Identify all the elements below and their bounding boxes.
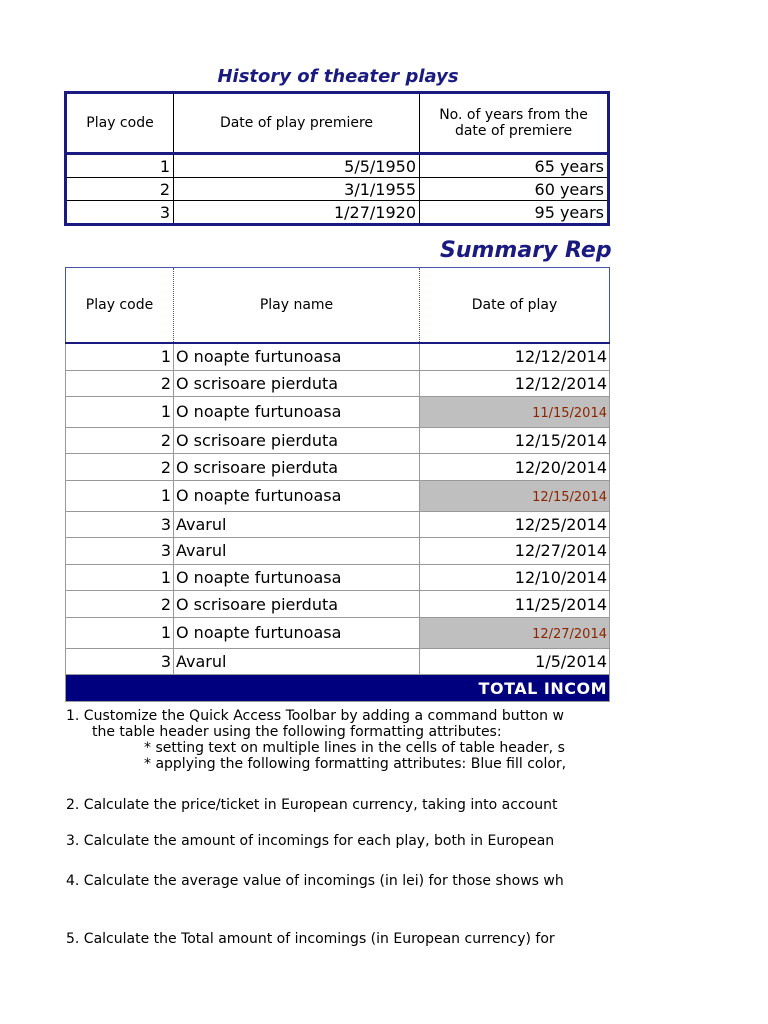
instruction-line: * setting text on multiple lines in the cells of table header, s bbox=[144, 740, 565, 756]
play-code-cell[interactable]: 1 bbox=[66, 343, 174, 370]
instruction-1 bbox=[66, 708, 566, 772]
instruction-2: 2. Calculate the price/ticket in European currency, taking into account bbox=[66, 797, 558, 813]
table-row bbox=[66, 617, 610, 648]
play-date-cell[interactable]: 1/5/2014 bbox=[420, 648, 610, 675]
table-row bbox=[66, 564, 610, 591]
play-name-cell[interactable]: Avarul bbox=[174, 511, 420, 538]
play-code-cell[interactable]: 2 bbox=[66, 454, 174, 481]
play-code-cell[interactable]: 3 bbox=[66, 511, 174, 538]
history-header-row bbox=[66, 93, 609, 154]
history-table bbox=[64, 91, 610, 226]
play-code-cell[interactable]: 1 bbox=[66, 564, 174, 591]
total-row bbox=[66, 675, 610, 702]
table-row bbox=[66, 343, 610, 370]
play-date-cell[interactable]: 12/27/2014 bbox=[420, 538, 610, 565]
play-name-cell[interactable]: O noapte furtunoasa bbox=[174, 343, 420, 370]
play-name-cell[interactable]: O scrisoare pierduta bbox=[174, 454, 420, 481]
play-name-cell[interactable]: O noapte furtunoasa bbox=[174, 564, 420, 591]
history-date-cell[interactable]: 3/1/1955 bbox=[174, 178, 420, 201]
play-name-cell[interactable]: O scrisoare pierduta bbox=[174, 370, 420, 397]
play-date-cell[interactable]: 12/15/2014 bbox=[420, 427, 610, 454]
play-name-cell[interactable]: O noapte furtunoasa bbox=[174, 397, 420, 428]
play-date-cell[interactable]: 12/20/2014 bbox=[420, 454, 610, 481]
instruction-line: 1. Customize the Quick Access Toolbar by adding a command button w bbox=[66, 708, 564, 724]
history-years-cell[interactable]: 95 years bbox=[420, 201, 609, 225]
instruction-4: 4. Calculate the average value of incomings (in lei) for those shows wh bbox=[66, 873, 564, 889]
play-code-cell[interactable]: 1 bbox=[66, 617, 174, 648]
play-date-cell[interactable]: 12/15/2014 bbox=[420, 480, 610, 511]
play-name-cell[interactable]: O noapte furtunoasa bbox=[174, 480, 420, 511]
table-row bbox=[66, 427, 610, 454]
table-row bbox=[66, 538, 610, 565]
play-code-cell[interactable]: 3 bbox=[66, 648, 174, 675]
table-row bbox=[66, 648, 610, 675]
play-code-cell[interactable]: 2 bbox=[66, 370, 174, 397]
history-date-cell[interactable]: 1/27/1920 bbox=[174, 201, 420, 225]
play-name-cell[interactable]: O scrisoare pierduta bbox=[174, 427, 420, 454]
table-row bbox=[66, 511, 610, 538]
table-row bbox=[66, 201, 609, 225]
history-header-date: Date of play premiere bbox=[174, 93, 420, 154]
summary-header-row bbox=[66, 268, 610, 344]
play-code-cell[interactable]: 3 bbox=[66, 538, 174, 565]
table-row bbox=[66, 154, 609, 178]
history-years-cell[interactable]: 65 years bbox=[420, 154, 609, 178]
history-code-cell[interactable]: 3 bbox=[66, 201, 174, 225]
play-date-cell[interactable]: 12/27/2014 bbox=[420, 617, 610, 648]
total-incomings-label[interactable]: TOTAL INCOM bbox=[66, 675, 610, 702]
play-date-cell[interactable]: 11/25/2014 bbox=[420, 591, 610, 618]
play-name-cell[interactable]: O scrisoare pierduta bbox=[174, 591, 420, 618]
table-row bbox=[66, 454, 610, 481]
summary-table bbox=[65, 267, 610, 702]
play-code-cell[interactable]: 2 bbox=[66, 591, 174, 618]
table-row bbox=[66, 397, 610, 428]
summary-header-name: Play name bbox=[174, 268, 420, 344]
play-name-cell[interactable]: Avarul bbox=[174, 648, 420, 675]
history-date-cell[interactable]: 5/5/1950 bbox=[174, 154, 420, 178]
instruction-line: * applying the following formatting attributes: Blue fill color, bbox=[144, 756, 567, 772]
play-code-cell[interactable]: 1 bbox=[66, 480, 174, 511]
instruction-3: 3. Calculate the amount of incomings for each play, both in European bbox=[66, 833, 555, 849]
table-row bbox=[66, 480, 610, 511]
summary-header-code: Play code bbox=[66, 268, 174, 344]
play-date-cell[interactable]: 12/12/2014 bbox=[420, 343, 610, 370]
table-row bbox=[66, 178, 609, 201]
instruction-5: 5. Calculate the Total amount of incomings (in European currency) for bbox=[66, 931, 555, 947]
play-name-cell[interactable]: O noapte furtunoasa bbox=[174, 617, 420, 648]
summary-body bbox=[66, 343, 610, 675]
play-date-cell[interactable]: 12/10/2014 bbox=[420, 564, 610, 591]
play-name-cell[interactable]: Avarul bbox=[174, 538, 420, 565]
table-row bbox=[66, 370, 610, 397]
play-date-cell[interactable]: 12/25/2014 bbox=[420, 511, 610, 538]
history-title: History of theater plays bbox=[217, 66, 459, 87]
history-code-cell[interactable]: 2 bbox=[66, 178, 174, 201]
play-code-cell[interactable]: 1 bbox=[66, 397, 174, 428]
play-date-cell[interactable]: 11/15/2014 bbox=[420, 397, 610, 428]
play-code-cell[interactable]: 2 bbox=[66, 427, 174, 454]
summary-header-date: Date of play bbox=[420, 268, 610, 344]
history-header-years: No. of years from the date of premiere bbox=[420, 93, 609, 154]
table-row bbox=[66, 591, 610, 618]
history-years-cell[interactable]: 60 years bbox=[420, 178, 609, 201]
summary-title: Summary Rep bbox=[440, 238, 612, 263]
play-date-cell[interactable]: 12/12/2014 bbox=[420, 370, 610, 397]
instruction-line: the table header using the following formatting attributes: bbox=[92, 724, 502, 740]
history-header-code: Play code bbox=[66, 93, 174, 154]
history-code-cell[interactable]: 1 bbox=[66, 154, 174, 178]
